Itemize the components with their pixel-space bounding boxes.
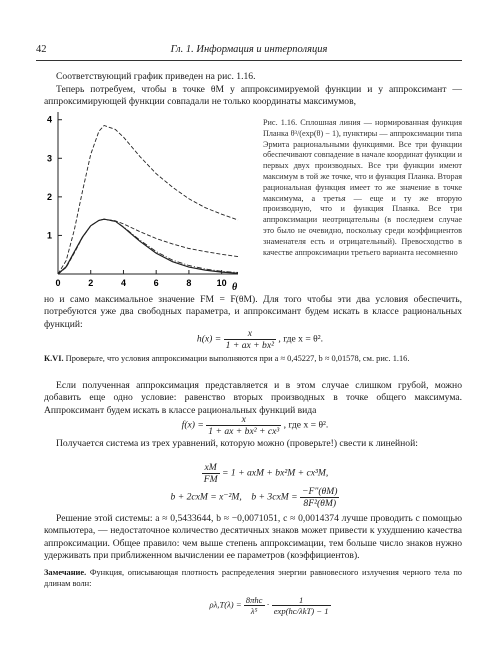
paragraph-1: Соответствующий график приведен на рис. 1.16. [56,71,256,82]
eq2-fraction [206,414,281,437]
x-tick-label: 6 [153,278,159,288]
eq3-denominator: FM [203,474,218,485]
eq4-denominator: 8F²(θM) [303,498,337,509]
eq1-numerator: x [224,328,276,340]
eq5-fraction-1 [244,595,265,616]
y-tick-label: 2 [46,191,52,202]
caption-text: Сплошная линия — нормированная функция Планка θ³/(exp(θ) − 1), пунктиры — аппроксимации типа Эрмита рациональными функциями. Все три функции обеспечивают совпадение в начале координат функции и первых двух производных. Все три функции имеют максимум в той же точке, что и функция Планка. Вторая рациональная функция имеет то же значение в точке максимума, а третья — еще и ту же вторую производную, что и функция Планка. Все три аппроксимации неотрицательны (в последнем случае это было не очевидно, поскольку среди коэффициентов знаменателя есть и отрицательный). Превосходство в качестве аппроксимации третьего варианта несомненно [263,118,462,257]
equation-system-2 [110,486,400,509]
figure-1-16-chart [38,108,258,294]
y-tick-label: 4 [46,114,52,125]
x-axis-label: θ [232,282,238,293]
exercise-kvi [44,354,462,365]
eq4-b: b + 3cxM = [251,491,301,503]
eq5-numerator-2: 1 [272,595,331,606]
eq3-numerator: xM [202,462,220,474]
x-tick-label: 0 [55,278,61,288]
eq2-where: , где x = θ². [283,419,329,431]
x-tick-label: 2 [88,278,94,288]
kvi-label: К.VI. [44,354,64,363]
running-title: Гл. 1. Информация и интерполяция [170,44,328,55]
page-number: 42 [36,44,47,55]
eq1-fraction [224,328,276,351]
caption-label: Рис. 1.16. [263,118,298,127]
paragraph-2: Теперь потребуем, чтобы в точке θM у аппроксимируемой функции и у аппроксимант — аппроксимирующей функции совпадали не только координаты максимумов, [44,84,462,108]
note-text: Функция, описывающая плотность распределения энергии равновесного излучения черного тела по длинам волн: [44,568,462,588]
y-tick-label: 3 [46,153,52,164]
note-paragraph [44,568,462,589]
eq5-numerator-1: 8πhc [245,595,263,605]
eq4-numerator: −F″(θM) [302,486,338,497]
eq2-numerator: x [206,414,281,426]
eq5-lhs: ρλ,T(λ) = [209,599,242,610]
eq3-fraction [202,462,220,485]
eq5-denominator-2: exp(hc/λkT) − 1 [273,606,329,616]
x-tick-label: 10 [216,278,227,288]
equation-planck [150,595,390,616]
paragraph-6: Получается система из трех уравнений, которую можно (проверьте!) свести к линейной: [56,438,418,449]
equation-f [110,414,400,437]
eq1-lhs: h(x) = [196,333,222,345]
note-label: Замечание. [44,568,87,577]
eq2-lhs: f(x) = [181,419,204,431]
eq2-denominator: 1 + ax + bx² + cx³ [208,426,280,437]
paragraph-3: но и само максимальное значение FM = F(θM). Для того чтобы эти два условия обеспечить, потребуются уже два свободных параметра, и аппроксимант будем искать в классе рациональных функций: [44,294,462,330]
paragraph-7: Решение этой системы: a ≈ 0,5433644, b ≈ −0,0071051, c ≈ 0,0014374 лучше проводить с помощью компьютера, — недостаточное количество десятичных знаков может привести к ухудшению качества аппроксимации. Общее правило: чем выше степень аппроксимации, тем больше число знаков нужно удерживать при приближенном вычислении ее параметров (коэффициентов). [44,513,462,561]
page-header [36,44,462,58]
x-tick-label: 8 [186,278,192,288]
series-line-1 [58,219,238,274]
eq5-fraction-2 [272,595,331,616]
eq5-denominator-1: λ⁵ [250,606,258,616]
eq1-where: , где x = θ². [278,333,324,345]
eq3-rhs: = 1 + axM + bx²M + cx³M, [222,467,329,479]
eq4-fraction [300,486,339,509]
eq4-a: b + 2cxM = x⁻²M, [170,491,242,503]
equation-system-1 [150,462,380,485]
x-tick-label: 4 [120,278,126,288]
equation-h [130,328,390,351]
kvi-text: Проверьте, что условия аппроксимации выполняются при a ≈ 0,45227, b ≈ 0,01578, см. рис. 1.16. [65,354,410,363]
series-line-2 [58,126,238,275]
eq1-denominator: 1 + ax + bx² [225,340,274,351]
figure-caption [263,118,462,258]
paragraph-5: Если полученная аппроксимация представляется и в этом случае слишком грубой, можно добавить еще одно условие: равенство вторых производных в точке общего максимума. Аппроксимант будем искать в классе рациональных функций вида [44,380,462,416]
eq5-dot: · [266,599,270,610]
header-rule [36,60,462,61]
y-tick-label: 1 [46,230,52,241]
